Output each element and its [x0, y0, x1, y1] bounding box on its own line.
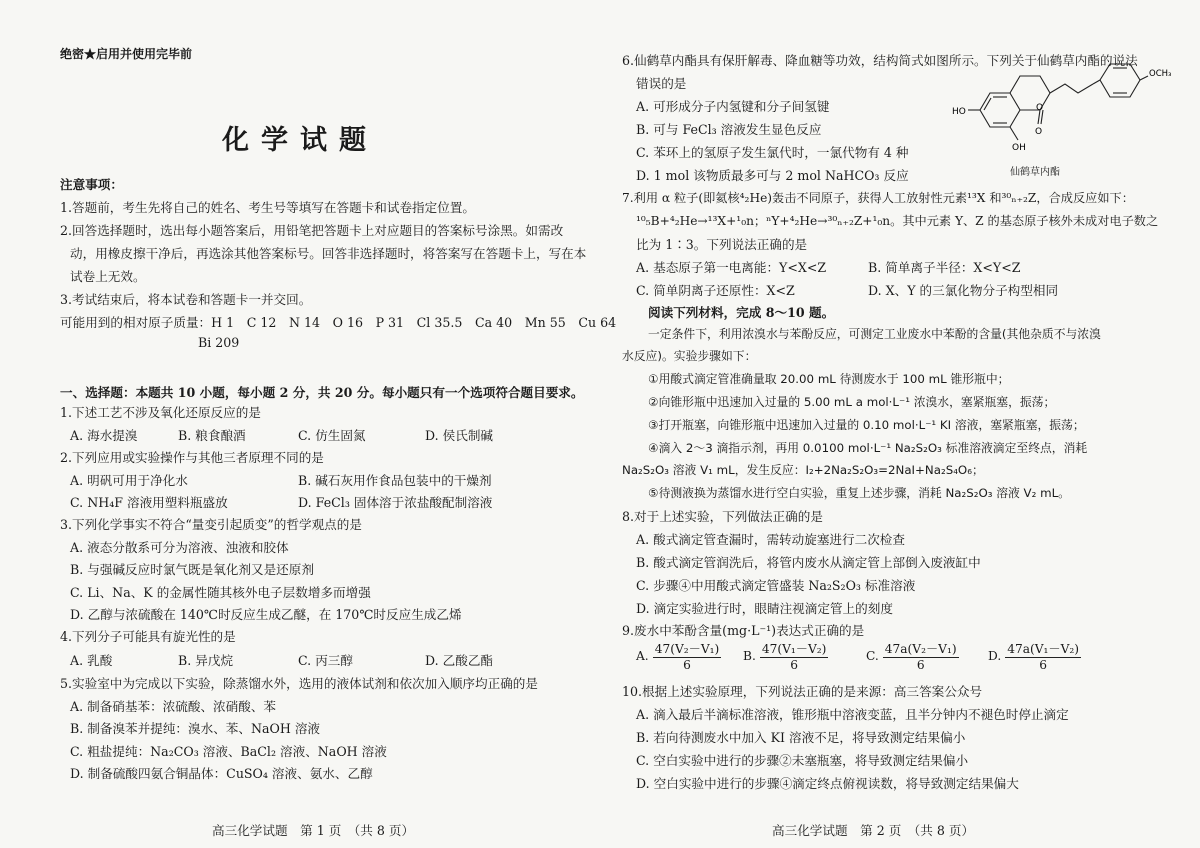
- option: D. 空白实验中进行的步骤④滴定终点俯视读数，将导致测定结果偏大: [636, 776, 1019, 791]
- option: B. 碱石灰用作食品包装中的干燥剂: [298, 473, 492, 488]
- fraction-denominator: 6: [1039, 658, 1048, 672]
- option: A. 酸式滴定管查漏时，需转动旋塞进行二次检查: [636, 532, 905, 547]
- question-stem: 5.实验室中为完成以下实验，除蒸馏水外，选用的液体试剂和依次加入顺序均正确的是: [60, 676, 538, 691]
- option: D. 乙醇与浓硫酸在 140℃时反应生成乙醚，在 170℃时反应生成乙烯: [70, 607, 462, 622]
- option: B. 酸式滴定管润洗后，将管内废水从滴定管上部倒入废液缸中: [636, 555, 981, 570]
- option: D. 1 mol 该物质最多可与 2 mol NaHCO₃ 反应: [636, 168, 909, 183]
- option-label: A.: [636, 649, 649, 663]
- question-stem: 2.下列应用或实验操作与其他三者原理不同的是: [60, 450, 324, 465]
- option: C. 粗盐提纯：Na₂CO₃ 溶液、BaCl₂ 溶液、NaOH 溶液: [70, 744, 387, 759]
- option: C. 仿生固氮: [298, 428, 366, 443]
- option: A. 可形成分子内氢键和分子间氢键: [636, 99, 830, 114]
- option: C. NH₄F 溶液用塑料瓶盛放: [70, 495, 228, 510]
- material-step: ②向锥形瓶中迅速加入过量的 5.00 mL a mol·L⁻¹ 浓溴水，塞紧瓶塞，振荡；: [648, 395, 1056, 409]
- material-step: ①用酸式滴定管准确量取 20.00 mL 待测废水于 100 mL 锥形瓶中；: [648, 372, 1010, 386]
- material-heading: 阅读下列材料，完成 8～10 题。: [648, 305, 835, 320]
- fraction-numerator: 47(V₁－V₂): [761, 642, 827, 656]
- option-label: B.: [743, 649, 756, 663]
- question-stem: 比为 1∶3。下列说法正确的是: [636, 237, 808, 252]
- option: C. 苯环上的氢原子发生氯代时，一氯代物有 4 种: [636, 145, 909, 160]
- oh-label: OH: [1012, 143, 1026, 153]
- page-footer: 高三化学试题 第 1 页 （共 8 页）: [212, 823, 415, 838]
- option: D. 滴定实验进行时，眼睛注视滴定管上的刻度: [636, 601, 893, 616]
- fraction-numerator: 47(V₂－V₁): [654, 642, 720, 656]
- material-step: ⑤待测液换为蒸馏水进行空白实验，重复上述步骤，消耗 Na₂S₂O₃ 溶液 V₂ mL。: [648, 486, 1070, 500]
- confidential-label: 绝密★启用并使用完毕前: [60, 47, 193, 61]
- note-line: 动，用橡皮擦干净后，再选涂其他答案标号。回答非选择题时，将答案写在答题卡上，写在本: [70, 246, 587, 261]
- option: B. 粮食酿酒: [178, 428, 246, 443]
- page-right: [600, 0, 1200, 848]
- fraction-denominator: 6: [916, 658, 925, 672]
- ring-oxygen-label: O: [1036, 103, 1044, 113]
- option: C. Li、Na、K 的金属性随其核外电子层数增多而增强: [70, 585, 371, 600]
- option: A. 明矾可用于净化水: [70, 473, 188, 488]
- option: B. 若向待测废水中加入 KI 溶液不足，将导致测定结果偏小: [636, 730, 966, 745]
- molecular-structure-drawing: [950, 62, 1190, 167]
- note-line: 试卷上无效。: [70, 269, 146, 284]
- option: A. 液态分散系可分为溶液、浊液和胶体: [70, 540, 289, 555]
- question-stem: ¹⁰₅B+⁴₂He→¹³X+¹₀n；ⁿY+⁴₂He→³⁰ₙ₊₂Z+¹₀n。其中元素 Y、Z 的基态原子核外未成对电子数之: [636, 214, 1159, 228]
- option: B. 制备溴苯并提纯：溴水、苯、NaOH 溶液: [70, 721, 321, 736]
- option: A. 制备硝基苯：浓硫酸、浓硝酸、苯: [70, 699, 277, 714]
- atomic-mass-line: Bi 209: [198, 335, 240, 350]
- section-heading: 一、选择题：本题共 10 小题，每小题 2 分，共 20 分。每小题只有一个选项符合题目要求。: [60, 385, 584, 400]
- option: B. 简单离子半径：X<Y<Z: [868, 260, 1021, 275]
- material-step: ③打开瓶塞，向锥形瓶中迅速加入过量的 0.10 mol·L⁻¹ KI 溶液，塞紧瓶塞，振荡；: [648, 418, 1085, 432]
- option: D. FeCl₃ 固体溶于浓盐酸配制溶液: [298, 495, 493, 510]
- question-stem: 错误的是: [636, 76, 687, 91]
- option: A. 乳酸: [70, 653, 113, 668]
- page-footer: 高三化学试题 第 2 页 （共 8 页）: [772, 823, 975, 838]
- option: B. 可与 FeCl₃ 溶液发生显色反应: [636, 122, 822, 137]
- option: A. 基态原子第一电离能：Y<X<Z: [636, 260, 827, 275]
- question-stem: 1.下述工艺不涉及氧化还原反应的是: [60, 405, 261, 420]
- question-stem: 9.废水中苯酚含量(mg·L⁻¹)表达式正确的是: [622, 623, 865, 638]
- option: D. 侯氏制碱: [425, 428, 494, 443]
- material-line: 水反应)。实验步骤如下：: [622, 349, 757, 363]
- fraction-option: [743, 640, 828, 672]
- question-stem: 4.下列分子可能具有旋光性的是: [60, 629, 236, 644]
- notes-heading: 注意事项：: [60, 177, 123, 192]
- option: C. 简单阴离子还原性：X<Z: [636, 283, 795, 298]
- option: C. 空白实验中进行的步骤②未塞瓶塞，将导致测定结果偏小: [636, 753, 969, 768]
- question-stem: 6.仙鹤草内酯具有保肝解毒、降血糖等功效，结构简式如图所示。下列关于仙鹤草内酯的说法: [622, 53, 1138, 68]
- carbonyl-oxygen-label: O: [1035, 127, 1043, 137]
- note-line: 2.回答选择题时，选出每小题答案后，用铅笔把答题卡上对应题目的答案标号涂黑。如需改: [60, 223, 564, 238]
- question-stem: 7.利用 α 粒子(即氦核⁴₂He)轰击不同原子，获得人工放射性元素¹³X 和³⁰ₙ₊₂Z，合成反应如下：: [622, 191, 1134, 205]
- material-line: 一定条件下，利用浓溴水与苯酚反应，可测定工业废水中苯酚的含量(其他杂质不与浓溴: [648, 327, 1101, 341]
- fraction-denominator: 6: [790, 658, 799, 672]
- question-stem: 3.下列化学事实不符合“量变引起质变”的哲学观点的是: [60, 517, 362, 532]
- option: A. 海水提溴: [70, 428, 138, 443]
- structure-caption: 仙鹤草内酯: [1010, 167, 1060, 178]
- note-line: 3.考试结束后，将本试卷和答题卡一并交回。: [60, 292, 312, 307]
- fraction-option: [988, 640, 1081, 672]
- option: C. 丙三醇: [298, 653, 353, 668]
- fraction-numerator: 47a(V₂－V₁): [884, 642, 957, 656]
- option: D. 乙酸乙酯: [425, 653, 494, 668]
- option: C. 步骤④中用酸式滴定管盛装 Na₂S₂O₃ 标准溶液: [636, 578, 916, 593]
- material-step: ④滴入 2～3 滴指示剂，再用 0.0100 mol·L⁻¹ Na₂S₂O₃ 标准溶液滴定至终点，消耗: [648, 441, 1088, 455]
- note-line: 1.答题前，考生先将自己的姓名、考生号等填写在答题卡和试卷指定位置。: [60, 200, 476, 215]
- fraction-numerator: 47a(V₁－V₂): [1007, 642, 1080, 656]
- fraction-denominator: 6: [683, 658, 691, 672]
- page-title: 化学试题: [222, 125, 378, 156]
- option: B. 与强碱反应时氯气既是氧化剂又是还原剂: [70, 562, 314, 577]
- ho-label: HO: [952, 107, 966, 117]
- option: D. 制备硫酸四氨合铜晶体：CuSO₄ 溶液、氨水、乙醇: [70, 766, 373, 781]
- option: D. X、Y 的三氯化物分子构型相同: [868, 283, 1059, 298]
- question-stem: 8.对于上述实验，下列做法正确的是: [622, 509, 823, 524]
- atomic-mass-line: 可能用到的相对原子质量：H 1 C 12 N 14 O 16 P 31 Cl 35.5 Ca 40 Mn 55 Cu 64: [60, 315, 617, 330]
- option-label: D.: [988, 649, 1002, 663]
- option: A. 滴入最后半滴标准溶液，锥形瓶中溶液变蓝，且半分钟内不褪色时停止滴定: [636, 707, 1069, 722]
- material-step: Na₂S₂O₃ 溶液 V₁ mL，发生反应：I₂+2Na₂S₂O₃=2NaI+Na₂S₄O₆；: [622, 463, 984, 477]
- fraction-option: [866, 640, 959, 672]
- methoxy-label: OCH₃: [1149, 69, 1172, 79]
- option-label: C.: [866, 649, 879, 663]
- option: B. 异戊烷: [178, 653, 234, 668]
- molecular-structure-figure: [950, 62, 1190, 180]
- fraction-option: [636, 640, 721, 672]
- question-stem: 10.根据上述实验原理，下列说法正确的是来源：高三答案公众号: [622, 684, 983, 699]
